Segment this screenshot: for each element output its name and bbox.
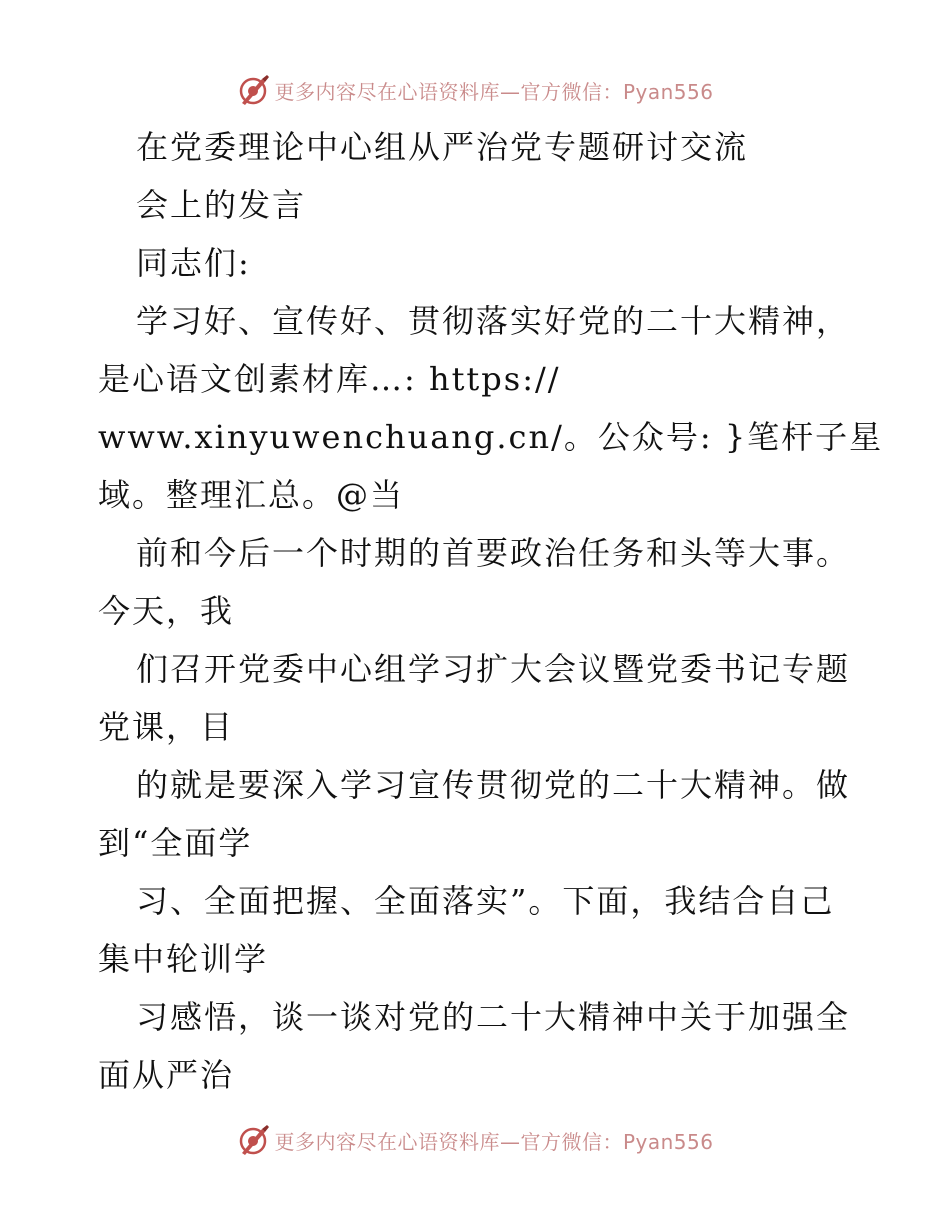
- paragraph-line: 们召开党委中心组学习扩大会议暨党委书记专题: [136, 650, 851, 688]
- paragraph-line: 面从严治: [98, 1056, 235, 1094]
- pen-in-circle-icon: [236, 1123, 270, 1157]
- paragraph-line: 集中轮训学: [98, 940, 269, 978]
- paragraph-line: 今天，我: [98, 592, 235, 630]
- pen-in-circle-icon: [236, 73, 270, 107]
- paragraph-line: 学习好、宣传好、贯彻落实好党的二十大精神，: [136, 302, 851, 340]
- paragraph-line: 党课，目: [98, 708, 235, 746]
- paragraph-line: 域。整理汇总。@当: [98, 476, 405, 514]
- paragraph-line: 的就是要深入学习宣传贯彻党的二十大精神。做: [136, 766, 851, 804]
- paragraph-line: www.xinyuwenchuang.cn/。公众号: }笔杆子星: [98, 418, 884, 456]
- paragraph-line: 前和今后一个时期的首要政治任务和头等大事。: [136, 534, 851, 572]
- header-banner: [0, 70, 950, 110]
- banner-text: 更多内容尽在心语资料库—官方微信：Pyan556: [274, 1129, 714, 1154]
- document-title-line-2: 会上的发言: [136, 186, 307, 224]
- paragraph-line: 是心语文创素材库…: https://: [98, 360, 561, 398]
- footer-banner: [0, 1120, 950, 1160]
- paragraph-line: 习感悟，谈一谈对党的二十大精神中关于加强全: [136, 998, 851, 1036]
- paragraph-line: 习、全面把握、全面落实”。下面，我结合自己: [136, 882, 835, 920]
- banner-text: 更多内容尽在心语资料库—官方微信：Pyan556: [274, 79, 714, 104]
- paragraph-line: 到“全面学: [98, 824, 253, 862]
- document-title-line-1: 在党委理论中心组从严治党专题研讨交流: [136, 128, 749, 166]
- salutation: 同志们:: [136, 244, 251, 282]
